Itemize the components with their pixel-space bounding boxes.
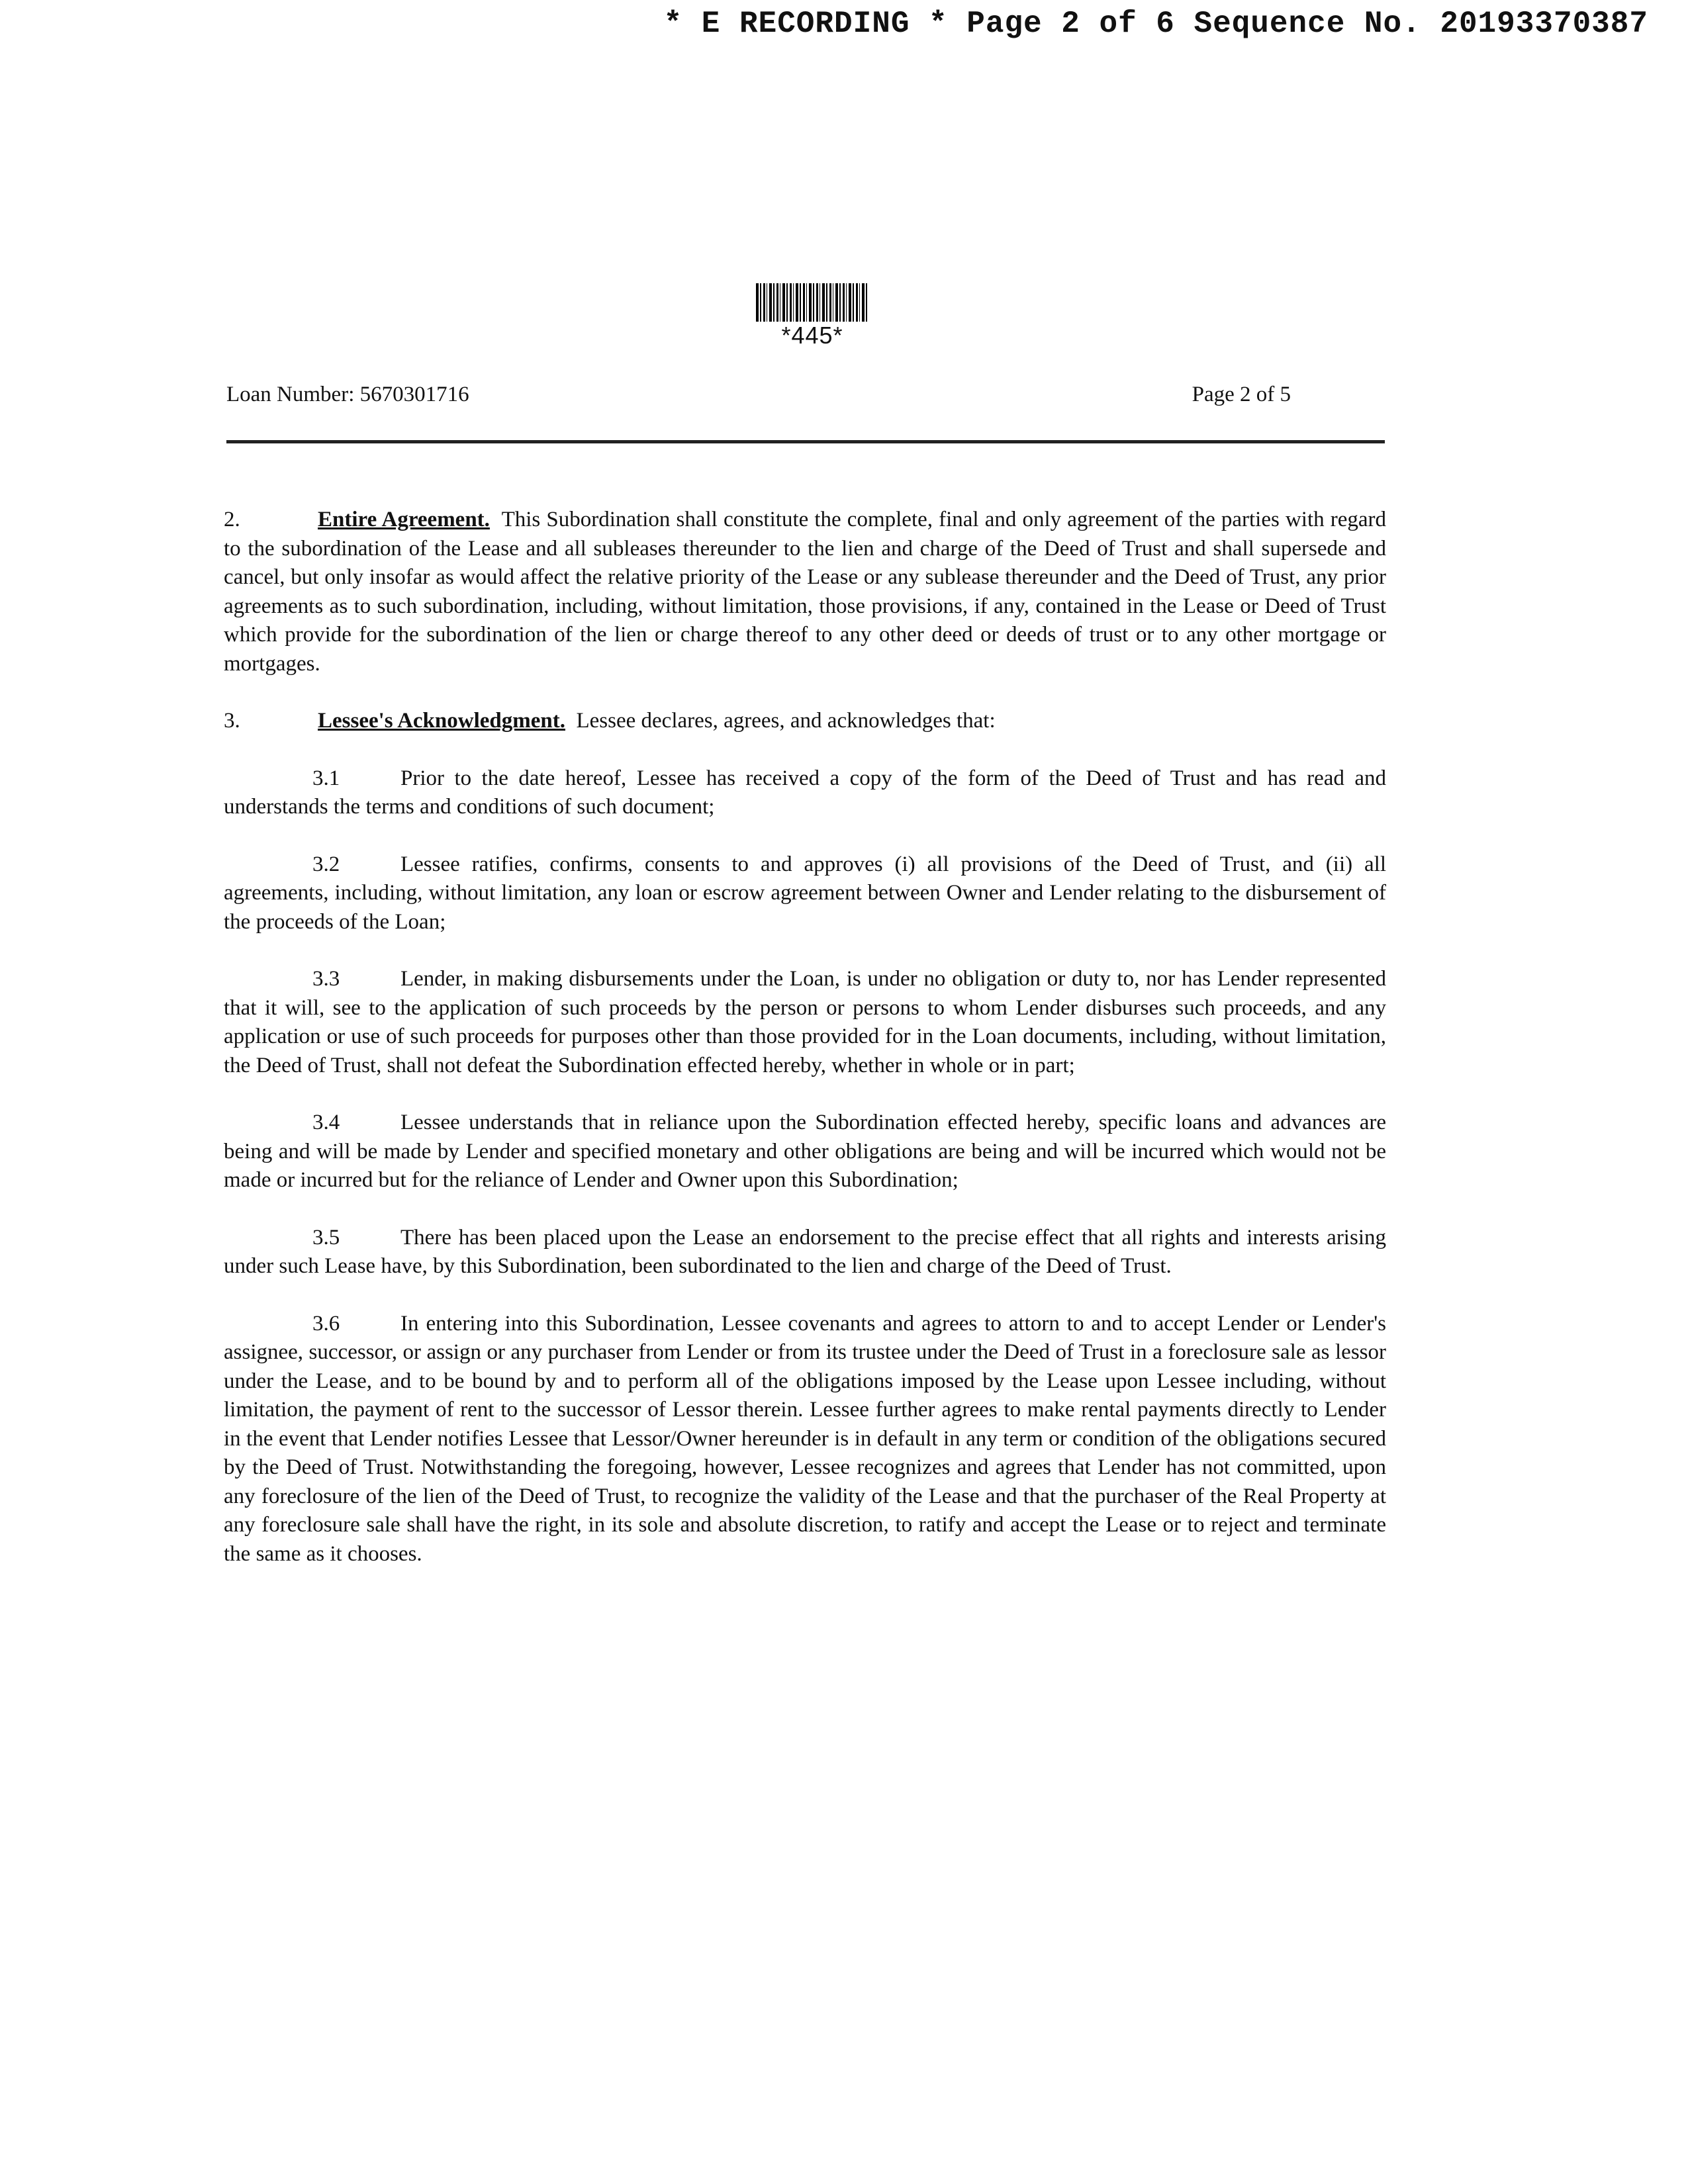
section-number: 3.: [224, 709, 240, 733]
recording-header: * E RECORDING * Page 2 of 6 Sequence No. 20193370387: [663, 7, 1648, 41]
subsection-text: There has been placed upon the Lease an endorsement to the precise effect that all rights and interests arising under such Lease have, by this Subordination, been subordinated to the lien and charge of the Deed of Trust.: [224, 1225, 1386, 1278]
subsection-3-1: [224, 764, 1386, 822]
subsection-number: 3.3: [312, 967, 340, 991]
subsection-number: 3.6: [312, 1311, 340, 1336]
page-number: Page 2 of 5: [1192, 383, 1291, 406]
section-2: [224, 506, 1386, 678]
subsection-number: 3.2: [312, 852, 340, 876]
section-text: This Subordination shall constitute the complete, final and only agreement of the parties with regard to the subordination of the Lease and all subleases thereunder to the lien and charge of the Deed of Trust and shall supersede and cancel, but only insofar as would affect the relative priority of the Lease or any sublease thereunder and the Deed of Trust, any prior agreements as to such subordination, including, without limitation, those provisions, if any, contained in the Lease or Deed of Trust which provide for the subordination of the lien or charge thereof to any other deed or deeds of trust or to any other mortgage or mortgages.: [224, 508, 1387, 676]
section-heading: Entire Agreement.: [318, 508, 490, 531]
section-heading: Lessee's Acknowledgment.: [318, 709, 565, 733]
section-number: 2.: [224, 508, 240, 531]
loan-number: Loan Number: 5670301716: [226, 383, 469, 406]
subsection-text: Lessee ratifies, confirms, consents to and approves (i) all provisions of the Deed of Trust, and (ii) all agreements, including, without limitation, any loan or escrow agreement between Owner and Lender relating to the disbursement of the proceeds of the Loan;: [224, 852, 1386, 934]
subsection-3-6: [224, 1310, 1386, 1569]
subsection-text: Lessee understands that in reliance upon the Subordination effected hereby, specific loans and advances are being and will be made by Lender and specified monetary and other obligations are being and will be incurred which would not be made or incurred but for the reliance of Lender and Owner upon this Subordination;: [224, 1111, 1386, 1192]
subsection-3-5: [224, 1224, 1386, 1281]
document-body: [224, 506, 1386, 1597]
subsection-text: In entering into this Subordination, Lessee covenants and agrees to attorn to and to accept Lender or Lender's assignee, successor, or assign or any purchaser from Lender or from its trustee under the Deed of Trust in a foreclosure sale as lessor under the Lease, and to be bound by and to perform all of the obligations imposed by the Lease upon Lessee including, without limitation, the payment of rent to the successor of Lessor therein. Lessee further agrees to make rental payments directly to Lender in the event that Lender notifies Lessee that Lessor/Owner hereunder is in default in any term or condition of the obligations secured by the Deed of Trust. Notwithstanding the foregoing, however, Lessee recognizes and agrees that Lender has not committed, upon any foreclosure of the lien of the Deed of Trust, to recognize the validity of the Lease and that the purchaser of the Real Property at any foreclosure sale shall have the right, in its sole and absolute discretion, to ratify and accept the Lease or to reject and terminate the same as it chooses.: [224, 1311, 1386, 1566]
subsection-text: Lender, in making disbursements under the Loan, is under no obligation or duty to, nor has Lender represented that it will, see to the application of such proceeds by the person or persons to whom Lender disburses such proceeds, and any application or use of such proceeds for purposes other than those provided for in the Loan documents, including, without limitation, the Deed of Trust, shall not defeat the Subordination effected hereby, whether in whole or in part;: [224, 967, 1386, 1077]
barcode-label: *445*: [781, 322, 843, 349]
subsection-number: 3.4: [312, 1111, 340, 1134]
subsection-number: 3.5: [312, 1225, 340, 1250]
section-3: [224, 707, 1386, 736]
subsection-3-2: [224, 850, 1386, 937]
barcode: [756, 283, 868, 322]
subsection-number: 3.1: [312, 766, 340, 790]
subsection-text: Prior to the date hereof, Lessee has received a copy of the form of the Deed of Trust and has read and understands the terms and conditions of such document;: [224, 766, 1386, 819]
header-divider: [226, 440, 1385, 443]
section-text: Lessee declares, agrees, and acknowledges that:: [576, 709, 996, 733]
subsection-3-3: [224, 965, 1386, 1080]
subsection-3-4: [224, 1109, 1386, 1195]
